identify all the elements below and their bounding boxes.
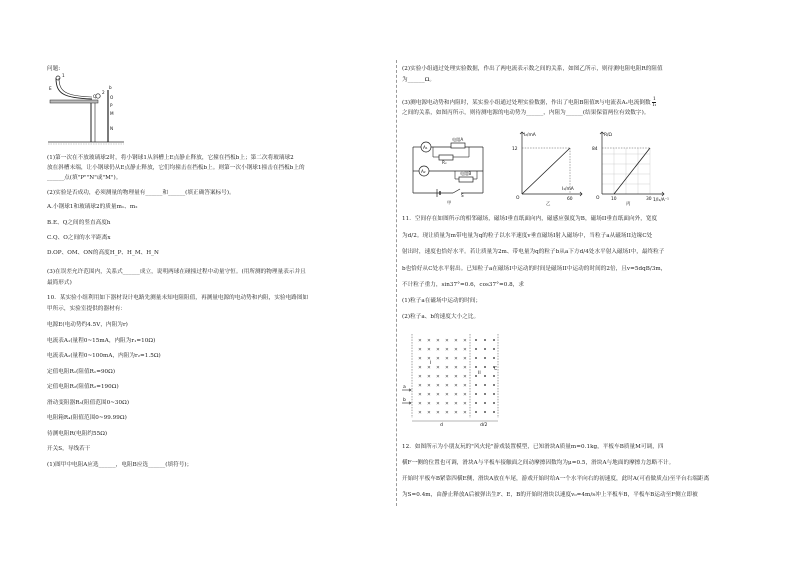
field-dot-mark — [475, 393, 477, 395]
field-cross-mark: × — [418, 338, 422, 344]
field-cross-mark: × — [445, 356, 449, 362]
field-cross-mark: × — [463, 401, 467, 407]
label-width-d: d — [440, 423, 443, 426]
label-region-I: I — [430, 361, 432, 366]
field-out-of-page-marks — [475, 339, 498, 413]
equipment-item: 开关S，导线若干 — [47, 446, 91, 452]
q9-part1-line1: (1)第一次在不放玻璃球2时，将小钢球1从斜槽上E点静止释放，它撞在挡板b上；第二次将玻璃球2 — [47, 155, 294, 161]
field-dot-mark — [484, 375, 486, 377]
q9-part1-line2: 放在斜槽末端，让小钢球仍从E点静止释放，它们均撞击在挡板b上。则第一次小钢球1撞击在挡板b上的 — [47, 165, 305, 171]
field-cross-mark: × — [454, 401, 458, 407]
origin-label: O — [516, 196, 520, 201]
field-cross-mark: × — [463, 410, 467, 416]
field-cross-mark: × — [463, 338, 467, 344]
glass-ball-2 — [96, 94, 100, 98]
field-dot-mark — [493, 375, 495, 377]
equipment-item: 电流表A₁(量程0~15mA，内阻为r₁=10Ω) — [47, 338, 156, 344]
switch-s — [453, 189, 460, 193]
field-cross-mark: × — [445, 374, 449, 380]
label-s: S — [461, 193, 464, 198]
q11-stem-line1: 11．空间存在如图所示的相邻磁场，磁场I垂直纸面向内，磁感应强度为B，磁场II垂直纸面向外，宽度 — [402, 216, 658, 222]
field-dot-mark — [475, 402, 477, 404]
tick-label-x: 30 — [646, 197, 652, 202]
axis-label-x: 1/I₁/A⁻¹ — [653, 198, 669, 203]
fraction-1-over-I1: $\frac{1}{\text{I₁}}$ — [652, 97, 657, 108]
equipment-item: 定值电阻R₁(阻值R₁=90Ω) — [47, 369, 116, 375]
q10-part1: (1)图甲中电阻A应选______，电阻B应选______(填符号)； — [47, 462, 193, 468]
field-cross-mark: × — [418, 374, 422, 380]
field-dot-mark — [475, 366, 477, 368]
field-cross-mark: × — [445, 410, 449, 416]
field-cross-mark: × — [454, 347, 458, 353]
field-dot-mark — [484, 411, 486, 413]
field-cross-mark: × — [454, 356, 458, 362]
q11-stem-line4: b也恰好从C处水平射出。已知粒子a在磁场I中运动的时间是磁场II中运动的时间的2倍，且v=5dqB/3m， — [402, 266, 667, 272]
label-2: 2 — [102, 90, 105, 95]
option-d: D.OP、OM、ON的高度H_P、H_M、H_N — [47, 250, 159, 256]
label-region-II: II — [478, 371, 481, 376]
equipment-item: 电流表A₂(量程0~100mA，内阻为r₂=1.5Ω) — [47, 353, 161, 359]
label-a: a — [403, 385, 406, 390]
equipment-item: 定值电阻R₂(阻值R₂=190Ω) — [47, 384, 119, 390]
steel-ball-1 — [56, 76, 60, 80]
series-line — [614, 148, 650, 194]
field-cross-mark: × — [427, 338, 431, 344]
q11-sub2: (2)粒子a、b的速度大小之比。 — [402, 314, 480, 320]
option-b: B.E、Q之间的竖直高度h — [47, 220, 111, 226]
field-cross-mark: × — [463, 392, 467, 398]
graph-yi — [510, 128, 585, 206]
q12-stem-line4: 为S=0.4m，由静止释放A后被弹出生F、E，B的开始时滑块以速度v₀=4m/s冲上平板车B，平板车B运动至F侧立即被 — [402, 492, 698, 498]
field-cross-mark: × — [454, 392, 458, 398]
field-dot-mark — [493, 402, 495, 404]
q11-sub1: (1)粒子a在磁场中运动的时间； — [402, 298, 482, 304]
q12-stem-line2: 横F一侧的位置也可调，滑块A与平板车接触面之间动摩擦因数均为μ=0.5，滑块A与地面的摩擦力忽略不计。 — [402, 460, 675, 466]
field-dot-mark — [475, 348, 477, 350]
field-cross-mark: × — [418, 347, 422, 353]
option-a: A.小钢球1和玻璃球2的质量m₁、m₂ — [47, 204, 138, 210]
q10-part3-text: (3)测电源电动势和内阻时，某实验小组通过处理实验数据，作出了电阻B阻值R与电流表A₁电流倒数 — [402, 100, 651, 106]
field-cross-mark: × — [418, 383, 422, 389]
field-cross-mark: × — [463, 347, 467, 353]
field-cross-mark: × — [427, 365, 431, 371]
field-cross-mark: × — [445, 338, 449, 344]
field-cross-mark: × — [463, 365, 467, 371]
q9-part2: (2)实验是否成功，必须测量的物理量有______和______(填正确答案标号)。 — [47, 190, 235, 196]
field-cross-mark: × — [418, 365, 422, 371]
field-cross-mark: × — [454, 410, 458, 416]
caption-jia: 甲 — [447, 200, 452, 205]
field-dot-mark — [493, 411, 495, 413]
field-cross-mark: × — [454, 338, 458, 344]
field-dot-mark — [484, 393, 486, 395]
q10-part2-line1: (2)实验小组通过处理实验数据，作出了两电流表示数之间的关系，如图乙所示，则待测电阻电阻R的阻值 — [402, 66, 663, 72]
field-cross-mark: × — [436, 347, 440, 353]
q11-stem-line2: 为d/2。现让质量为m带电量为q的粒子以水平速度v垂直磁场I射入磁场中，当粒子a从磁场II边缘C处 — [402, 233, 653, 239]
label-M: M — [110, 111, 114, 116]
label-1: 1 — [62, 73, 65, 78]
field-cross-mark: × — [454, 365, 458, 371]
q11-stem-line3: 射出时，速度也恰好水平。若让质量为2m、带电量为q的粒子b从a下方d/4处水平射入磁场I中，最终粒子 — [402, 249, 665, 255]
field-dot-mark — [493, 393, 495, 395]
field-dot-mark — [475, 411, 477, 413]
resistor-b — [459, 177, 473, 182]
axis-label-y: R/Ω — [604, 133, 612, 138]
field-dot-mark — [475, 375, 477, 377]
q12-stem-line1: 12．如图所示为小朋友玩的"风火轮"游戏装置模型，已知滑块A质量m=0.1kg，平板车B质量M可调，四 — [402, 444, 664, 450]
label-O: O — [110, 95, 114, 100]
label-resistor-a: 电阻A — [452, 137, 464, 142]
column-divider — [396, 60, 397, 506]
field-cross-mark: × — [445, 383, 449, 389]
q10-part3-line1 — [402, 97, 656, 108]
q10-part2-line2: 为______Ω。 — [402, 77, 436, 83]
circuit-diagram-jia — [403, 125, 503, 205]
field-dot-mark — [475, 339, 477, 341]
field-into-page-marks — [418, 338, 467, 416]
field-cross-mark: × — [436, 392, 440, 398]
field-cross-mark: × — [436, 356, 440, 362]
field-dot-mark — [475, 357, 477, 359]
graph-bing — [590, 128, 670, 206]
collision-apparatus-diagram — [46, 72, 126, 146]
field-cross-mark: × — [427, 356, 431, 362]
equipment-item: 滑动变阻器R₃(阻值范围0~30Ω) — [47, 400, 130, 406]
tick-label-y: 12 — [512, 147, 518, 152]
field-dot-mark — [484, 348, 486, 350]
q10-stem-line1: 10．某实验小组利用如下器材设计电路先测量未知电阻阻值，再测量电源的电动势和内阻，实验电路图如 — [47, 295, 309, 301]
field-cross-mark: × — [445, 392, 449, 398]
q11-stem-line5: 不计粒子重力，sin37°=0.6，cos37°=0.8，求 — [402, 282, 525, 288]
tick-label-x: 10 — [611, 197, 617, 202]
label-resistor-b: 电阻B — [460, 171, 472, 176]
magnetic-field-diagram — [400, 330, 510, 426]
q10-part3-line2: 之间的关系，如图丙所示，则待测电源的电动势为______，内阻为______(结果保留两位有效数字)。 — [402, 110, 650, 116]
field-cross-mark: × — [427, 374, 431, 380]
field-cross-mark: × — [427, 392, 431, 398]
label-C: C — [494, 367, 498, 372]
resistor-a — [451, 143, 465, 148]
equipment-item: 待测电阻R(电阻约55Ω) — [47, 431, 108, 437]
field-cross-mark: × — [445, 365, 449, 371]
q9-part3-line2: 最简形式) — [47, 280, 72, 286]
field-dot-mark — [484, 402, 486, 404]
intro-label: 问题: — [47, 66, 61, 72]
label-P: P — [110, 103, 113, 108]
q10-stem-line2: 甲所示，实验室提供的器材有： — [47, 306, 127, 312]
tick-label-y: 84 — [592, 147, 598, 152]
field-cross-mark: × — [454, 374, 458, 380]
field-cross-mark: × — [463, 356, 467, 362]
field-dot-mark — [484, 384, 486, 386]
caption-bing: 丙 — [626, 202, 631, 206]
field-dot-mark — [493, 357, 495, 359]
label-N: N — [110, 126, 114, 131]
field-cross-mark: × — [418, 356, 422, 362]
field-cross-mark: × — [436, 365, 440, 371]
label-b: b — [109, 85, 112, 90]
axis-label-x: I₁/mA — [562, 187, 574, 192]
equipment-item: 电阻箱R₄(阻值范围0~99.99Ω) — [47, 415, 127, 421]
field-cross-mark: × — [463, 374, 467, 380]
field-dot-mark — [484, 339, 486, 341]
q12-stem-line3: 开始时平板车B紧靠四横E侧，滑块A放在车尾，游戏开始时给A一个水平向右的初速度，此时A(可看做质点)至平台右端距离 — [402, 476, 710, 482]
field-cross-mark: × — [427, 410, 431, 416]
field-dot-mark — [493, 348, 495, 350]
label-A2: A₂ — [421, 169, 426, 174]
field-cross-mark: × — [427, 401, 431, 407]
field-cross-mark: × — [427, 383, 431, 389]
field-cross-mark: × — [454, 383, 458, 389]
field-dot-mark — [484, 357, 486, 359]
label-rx: Rₓ — [442, 160, 447, 165]
field-cross-mark: × — [436, 383, 440, 389]
q9-part3-line1: (3)在误差允许范围内，关系式______成立，说明两球在碰撞过程中动量守恒。(用所测的物理量表示并且 — [47, 269, 306, 275]
field-dot-mark — [493, 384, 495, 386]
field-cross-mark: × — [463, 383, 467, 389]
field-cross-mark: × — [445, 347, 449, 353]
option-c: C.Q、O之间的水平距离x — [47, 235, 111, 241]
field-cross-mark: × — [427, 347, 431, 353]
tick-label-x: 60 — [567, 197, 573, 202]
field-cross-mark: × — [436, 401, 440, 407]
field-dot-mark — [484, 366, 486, 368]
label-E: E — [49, 86, 52, 91]
field-dot-mark — [493, 339, 495, 341]
field-cross-mark: × — [418, 401, 422, 407]
axis-label-y: I₂/mA — [524, 133, 536, 138]
equipment-item: 电源E(电动势约4.5V，内阻为r) — [47, 322, 128, 328]
field-cross-mark: × — [418, 410, 422, 416]
field-dot-mark — [475, 384, 477, 386]
q9-part1-line3: ______点(填"P""N"或"M")。 — [47, 175, 122, 181]
field-cross-mark: × — [436, 410, 440, 416]
label-width-d2: d/2 — [480, 423, 488, 426]
field-cross-mark: × — [418, 392, 422, 398]
field-cross-mark: × — [436, 338, 440, 344]
label-b: b — [403, 398, 406, 403]
label-A1: A₁ — [423, 145, 428, 150]
field-cross-mark: × — [436, 374, 440, 380]
caption-yi: 乙 — [546, 202, 551, 206]
origin-label: O — [596, 196, 600, 201]
field-cross-mark: × — [445, 401, 449, 407]
label-Q: Q — [93, 94, 97, 99]
